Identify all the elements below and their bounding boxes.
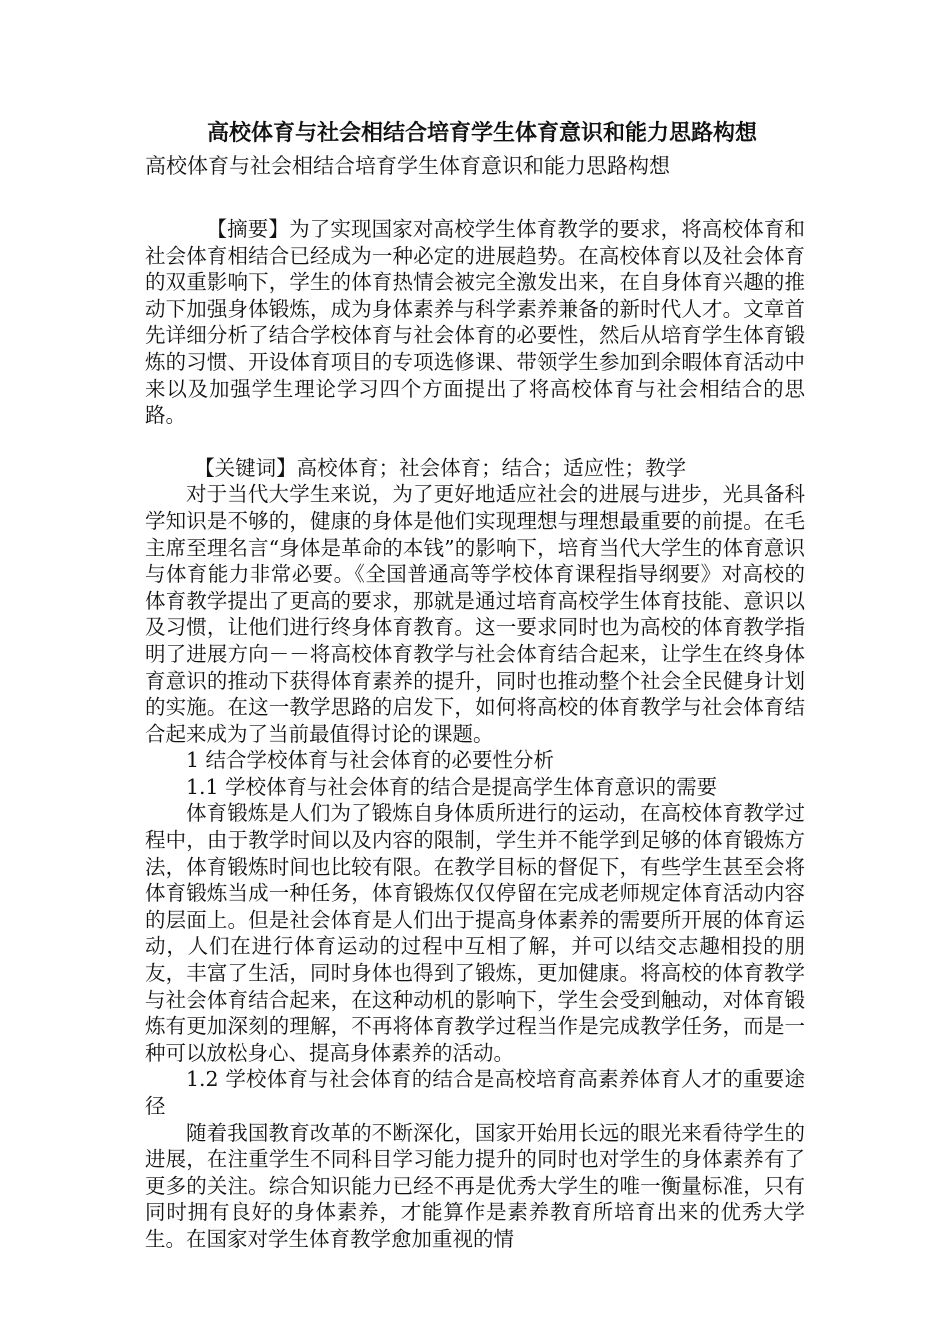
document-page xyxy=(145,116,805,1253)
abstract-paragraph: 【摘要】为了实现国家对高校学生体育教学的要求，将高校体育和社会体育相结合已经成为一种必定的进展趋势。在高校体育以及社会体育的双重影响下，学生的体育热情会被完全激发出来，在自身体育兴趣的推动下加强身体锻炼，成为身体素养与科学素养兼备的新时代人才。文章首先详细分析了结合学校体育与社会体育的必要性，然后从培育学生体育锻炼的习惯、开设体育项目的专项选修课、带领学生参加到余暇体育活动中来以及加强学生理论学习四个方面提出了将高校体育与社会相结合的思路。 xyxy=(145,217,805,428)
body-paragraph-1-2: 随着我国教育改革的不断深化，国家开始用长远的眼光来看待学生的进展，在注重学生不同科目学习能力提升的同时也对学生的身体素养有了更多的关注。综合知识能力已经不再是优秀大学生的唯一衡量标准，只有同时拥有良好的身体素养，才能算作是素养教育所培育出来的优秀大学生。在国家对学生体育教学愈加重视的情 xyxy=(145,1120,805,1251)
section-heading-1: 1 结合学校体育与社会体育的必要性分析 xyxy=(186,748,555,773)
document-title: 高校体育与社会相结合培育学生体育意识和能力思路构想 xyxy=(206,120,757,146)
body-paragraph-1-1: 体育锻炼是人们为了锻炼自身体质所进行的运动，在高校体育教学过程中，由于教学时间以及内容的限制，学生并不能学到足够的体育锻炼方法，体育锻炼时间也比较有限。在教学目标的督促下，有些学生甚至会将体育锻炼当成一种任务，体育锻炼仅仅停留在完成老师规定体育活动内容的层面上。但是社会体育是人们出于提高身体素养的需要所开展的体育运动，人们在进行体育运动的过程中互相了解，并可以结交志趣相投的朋友，丰富了生活，同时身体也得到了锻炼，更加健康。将高校的体育教学与社会体育结合起来，在这种动机的影响下，学生会受到触动，对体育锻炼有更加深刻的理解，不再将体育教学过程当作是完成教学任务，而是一种可以放松身心、提高身体素养的活动。 xyxy=(145,801,805,1065)
keywords-line: 【关键词】高校体育；社会体育；结合；适应性；教学 xyxy=(194,455,687,480)
section-heading-1-2: 1.2 学校体育与社会体育的结合是高校培育高素养体育人才的重要途径 xyxy=(145,1067,805,1118)
section-heading-1-1: 1.1 学校体育与社会体育的结合是提高学生体育意识的需要 xyxy=(186,774,718,799)
document-subtitle: 高校体育与社会相结合培育学生体育意识和能力思路构想 xyxy=(145,154,670,178)
body-paragraph-intro: 对于当代大学生来说，为了更好地适应社会的进展与进步，光具备科学知识是不够的，健康的身体是他们实现理想与理想最重要的前提。在毛主席至理名言“身体是革命的本钱”的影响下，培育当代大学生的体育意识与体育能力非常必要。《全国普通高等学校体育课程指导纲要》对高校的体育教学提出了更高的要求，那就是通过培育高校学生体育技能、意识以及习惯，让他们进行终身体育教育。这一要求同时也为高校的体育教学指明了进展方向－－将高校体育教学与社会体育结合起来，让学生在终身体育意识的推动下获得体育素养的提升，同时也推动整个社会全民健身计划的实施。在这一教学思路的启发下，如何将高校的体育教学与社会体育结合起来成为了当前最值得讨论的课题。 xyxy=(145,482,805,746)
